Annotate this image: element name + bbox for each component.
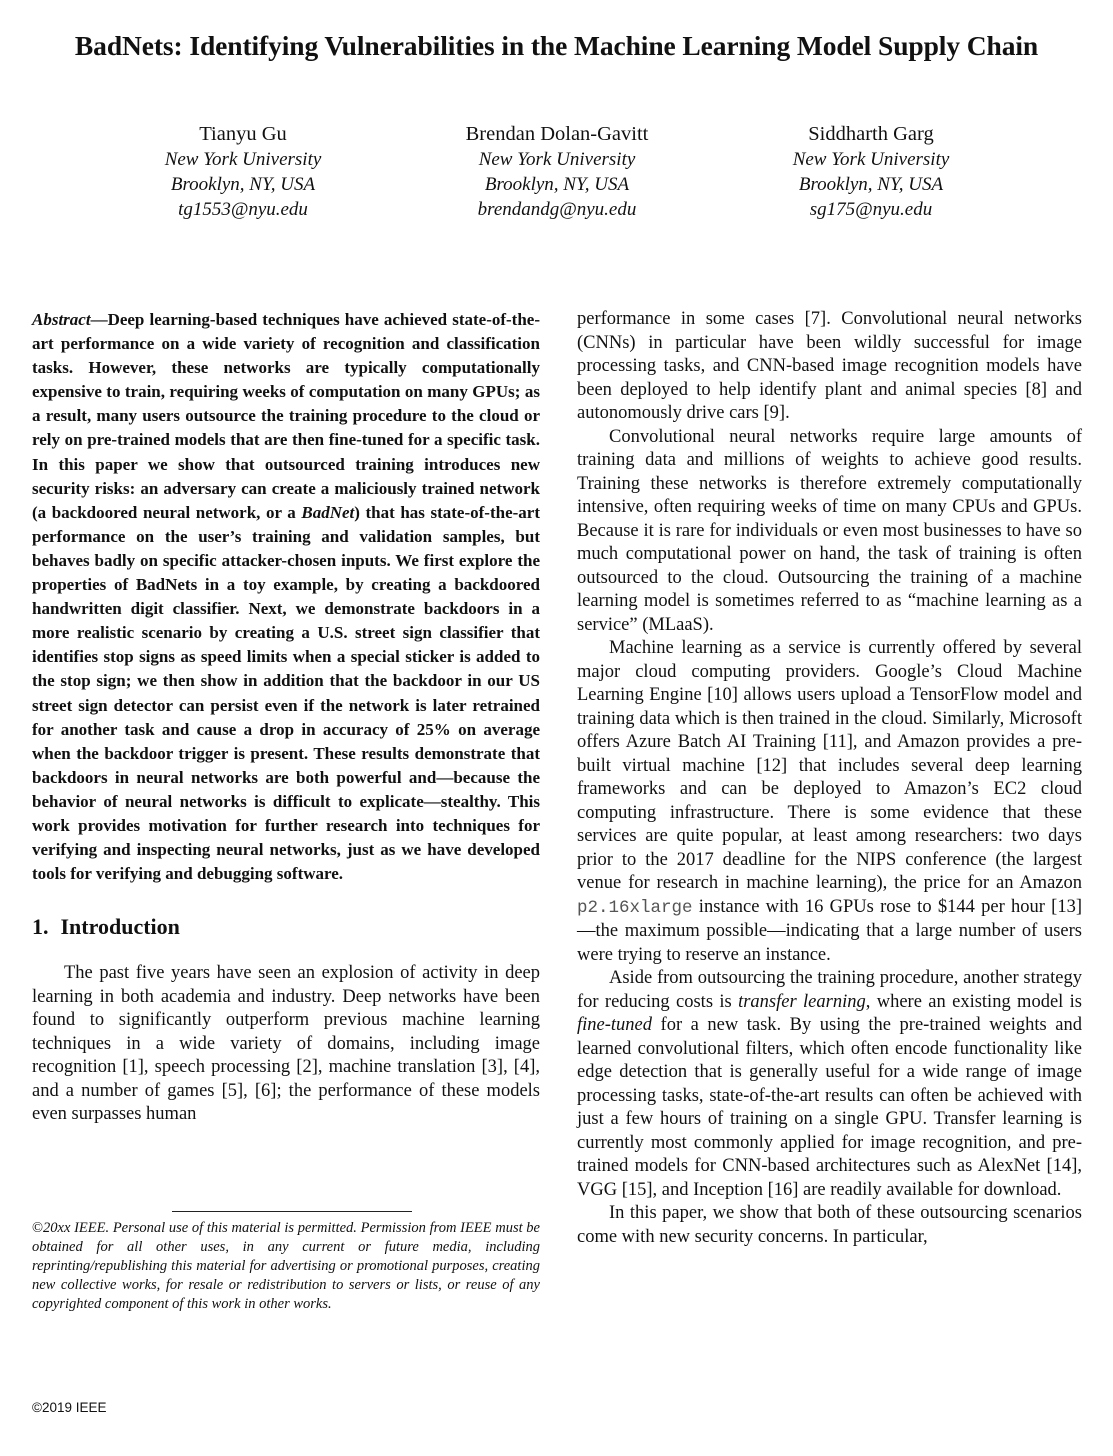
author-block-1	[93, 122, 393, 222]
footnote-text: 20xx IEEE. Personal use of this material is permitted. Permission from IEEE must be obtained for all other uses, in any current or future media, including reprinting/republishing this material for advertising or promotional purposes, creating new collective works, for resale or redistribution to servers or lists, or reuse of any copyrighted component of this work in other works.	[32, 1220, 540, 1312]
author-name: Brendan Dolan-Gavitt	[465, 123, 649, 145]
abstract-badnet-term: BadNet	[301, 502, 355, 522]
author-location: Brooklyn, NY, USA	[484, 174, 630, 195]
intro-paragraph-this-paper: In this paper, we show that both of these outsourcing scenarios come with new security concerns. In particular,	[577, 1203, 1082, 1247]
author-block-2	[407, 122, 707, 222]
author-location: Brooklyn, NY, USA	[170, 174, 316, 195]
section-number: 1.	[32, 914, 49, 940]
intro-paragraph-transfer-learning	[577, 967, 1082, 1202]
transfer-text-part1: Aside from outsourcing the training procedure, another strategy for reducing costs is	[577, 968, 1082, 1012]
transfer-learning-term: transfer learning	[738, 991, 866, 1012]
author-affiliation: New York University	[478, 149, 636, 170]
page-copyright: ©2019 IEEE	[32, 1400, 107, 1415]
abstract-text-part1: Deep learning-based techniques have achieved state-of-the-art performance on a wide variety of recognition and classification tasks. However, these networks are typically computationally expensive to train, requiring weeks of computation on many GPUs; as a result, many users outsource the training procedure to the cloud or rely on pre-trained models that are then fine-tuned for a specific task. In this paper we show that outsourced training introduces new security risks: an adversary can create a maliciously trained network (a backdoored neural network, or a	[32, 310, 540, 522]
intro-paragraph-continued: performance in some cases [7]. Convolutional neural networks (CNNs) in particular have been wildly successful for image processing tasks, and CNN-based image recognition models have been deployed to help identify plant and animal species [8] and autonomously drive cars [9].	[577, 309, 1082, 423]
author-email: sg175@nyu.edu	[809, 199, 933, 220]
author-block-3	[721, 122, 1021, 222]
author-email: brendandg@nyu.edu	[477, 199, 637, 220]
footnote-rule	[172, 1211, 412, 1212]
abstract-dash: —	[90, 310, 108, 329]
author-email: tg1553@nyu.edu	[178, 199, 308, 220]
intro-paragraph-cnn-training: Convolutional neural networks require large amounts of training data and millions of weights to achieve good results. Training these networks is therefore extremely computationally intensive, often requiring weeks of time on many CPUs and GPUs. Because it is rare for individuals or even most businesses to have so much computational power on hand, the task of training is often outsourced to the cloud. Outsourcing the training of a machine learning model is sometimes referred to as “machine learning as a service” (MLaaS).	[577, 426, 1082, 635]
paper-title: BadNets: Identifying Vulnerabilities in the Machine Learning Model Supply Chain	[74, 30, 1039, 61]
intro-paragraph-mlaas	[577, 637, 1082, 967]
mlaas-text-part2: instance with 16 GPUs rose to $144 per hour [13]—the maximum possible—indicating that a large number of users were trying to reserve an instance.	[577, 896, 1082, 965]
abstract	[32, 308, 540, 886]
abstract-label: Abstract	[32, 310, 91, 329]
author-location: Brooklyn, NY, USA	[798, 174, 944, 195]
abstract-text-part2: ) that has state-of-the-art performance on the user’s training and validation samples, but behaves badly on specific attacker-chosen inputs. We first explore the properties of BadNets in a toy example, by creating a backdoored handwritten digit classifier. Next, we demonstrate backdoors in a more realistic scenario by creating a U.S. street sign classifier that identifies stop signs as speed limits when a special sticker is added to the stop sign; we then show in addition that the backdoor in our US street sign detector can persist even if the network is later retrained for another task and cause a drop in accuracy of 25% on average when the backdoor trigger is present. These results demonstrate that backdoors in neural networks are both powerful and—because the behavior of neural networks is difficult to explicate—stealthy. This work provides motivation for further research into techniques for verifying and inspecting neural networks, just as we have developed tools for verifying and debugging software.	[32, 502, 540, 884]
instance-type-code: p2.16xlarge	[577, 897, 693, 918]
author-affiliation: New York University	[792, 149, 950, 170]
copyright-symbol: ©	[32, 1220, 44, 1236]
fine-tuned-term: fine-tuned	[577, 1015, 653, 1035]
intro-paragraph-1: The past five years have seen an explosion of activity in deep learning in both academia and industry. Deep networks have been found to significantly outperform previous machine learning techniques in a wide variety of domains, including image recognition [1], speech processing [2], machine translation [3], [4], and a number of games [5], [6]; the performance of these models even surpasses human	[32, 963, 540, 1125]
left-column	[32, 308, 540, 1127]
right-column	[577, 308, 1082, 1249]
mlaas-text-part1: Machine learning as a service is currently offered by several major cloud computing providers. Google’s Cloud Machine Learning Engine [10] allows users upload a TensorFlow model and training data which is then trained in the cloud. Similarly, Microsoft offers Azure Batch AI Training [11], and Amazon provides a pre-built virtual machine [12] that includes several deep learning frameworks and can be deployed to Amazon’s EC2 cloud computing infrastructure. There is some evidence that these services are quite popular, at least among researchers: two days prior to the 2017 deadline for the NIPS conference (the largest venue for research in machine learning), the price for an Amazon	[577, 638, 1082, 893]
copyright-footnote	[32, 1219, 540, 1314]
transfer-text-part2: , where an existing model is	[865, 991, 1083, 1012]
author-name: Siddharth Garg	[808, 123, 934, 145]
author-affiliation: New York University	[164, 149, 322, 170]
transfer-text-part3: for a new task. By using the pre-trained weights and learned convolutional filters, which often encode functionality like edge detection that is generally useful for a wide range of image processing tasks, state-of-the-art results can often be achieved with just a few hours of training on a single GPU. Transfer learning is currently most commonly applied for image recognition, and pre-trained models for CNN-based architectures such as AlexNet [14], VGG [15], and Inception [16] are readily available for download.	[577, 1015, 1082, 1200]
author-name: Tianyu Gu	[199, 123, 287, 145]
section-heading-introduction	[32, 914, 540, 940]
section-title: Introduction	[60, 914, 180, 940]
